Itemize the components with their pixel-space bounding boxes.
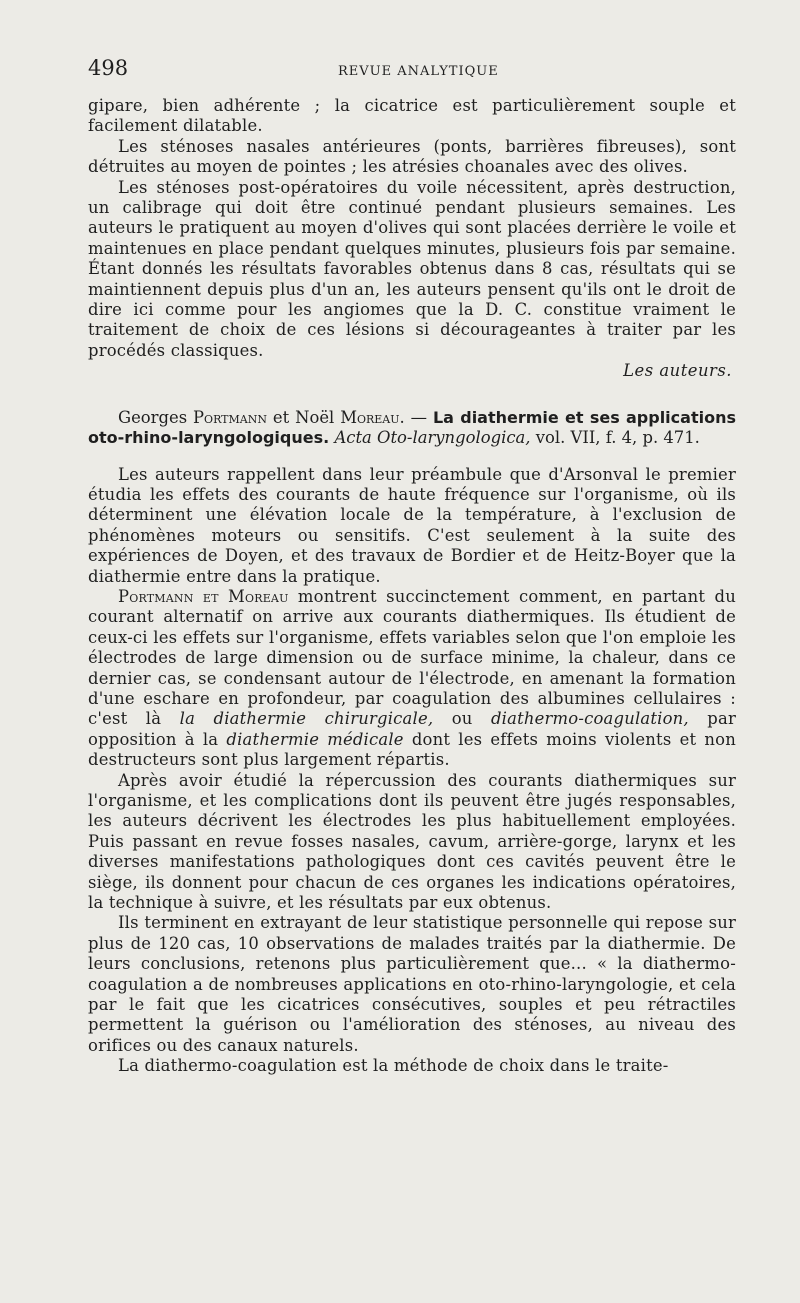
text-segment: ou bbox=[451, 709, 473, 729]
author-1-last: Portmann bbox=[193, 407, 267, 427]
page-number: 498 bbox=[88, 56, 129, 80]
signature: Les auteurs. bbox=[623, 361, 732, 381]
author-joiner: et bbox=[272, 407, 290, 427]
page-header bbox=[88, 56, 736, 86]
term-diathermo-coagulation: diathermo-coagulation, bbox=[490, 709, 689, 729]
term-diathermie-chirurgicale: la diathermie chirurgicale, bbox=[179, 709, 434, 729]
reference-dash: — bbox=[410, 407, 428, 427]
term-diathermie-medicale: diathermie médicale bbox=[226, 729, 404, 749]
journal-name: Acta Oto-laryngologica, bbox=[334, 428, 531, 448]
paragraph-continuation: gipare, bien adhérente ; la cicatrice est particulièrement souple et facilement dilatable. bbox=[88, 96, 736, 136]
running-head: REVUE ANALYTIQUE bbox=[338, 64, 499, 79]
author-1-first: Georges bbox=[118, 407, 188, 427]
paragraph-method: La diathermo-coagulation est la méthode de choix dans le traite- bbox=[118, 1056, 669, 1076]
authors-names: Portmann et Moreau bbox=[118, 586, 289, 606]
paragraph-currents bbox=[88, 587, 736, 771]
reference-details: vol. VII, f. 4, p. 471. bbox=[535, 428, 700, 448]
text-segment: montrent succinctement comment, en partant du courant alternatif on arrive aux courants diathermiques. Ils étudient de ceux-ci les effets sur l'organisme, effets variables selon que l'on emploie les électrodes de large dimension ou de surface minime, la chaleur, dans ce dernier cas, se condensant autour de l'électrode, en amenant la formation d'une eschare en profondeur, par coagulation des albumines cellulaires : c'est là bbox=[88, 586, 736, 729]
paragraph-postop-stenoses: Les sténoses post-opératoires du voile nécessitent, après destruction, un calibrage qui doit être continué pendant plusieurs semaines. Les auteurs le pratiquent au moyen d'olives qui sont placées derrière le voile et maintenues en place pendant quelques minutes, plusieurs fois par semaine. Étant donnés les résultats favorables obtenus dans 8 cas, résultats qui se maintiennent depuis plus d'un an, les auteurs pensent qu'ils ont le droit de dire ici comme pour les angiomes que la D. C. constitue vraiment le traitement de choix de ces lésions si décourageantes à traiter par les procédés classiques. bbox=[88, 177, 736, 360]
article-reference bbox=[88, 408, 736, 449]
paragraph-organs: Après avoir étudié la répercussion des courants diathermiques sur l'organisme, et les complications dont ils peuvent être jugés responsables, les auteurs décrivent les électrodes les plus habituellement employées. Puis passant en revue fosses nasales, cavum, arrière-gorge, larynx et les diverses manifestations pathologiques dont ces cavités peuvent être le siège, ils donnent pour chacun de ces organes les indications opératoires, la technique à suivre, et les résultats par eux obtenus. bbox=[88, 770, 736, 913]
author-2-first: Noël bbox=[295, 407, 335, 427]
paragraph-preamble: Les auteurs rappellent dans leur préambule que d'Arsonval le premier étudia les effets des courants de haute fréquence sur l'organisme, où ils déterminent une élévation locale de la température, à l'exclusion de phénomènes moteurs ou sensitifs. C'est seulement à la suite des expériences de Doyen, et des travaux de Bordier et de Heitz-Boyer que la diathermie entre dans la pratique. bbox=[88, 464, 736, 586]
author-2-last: Moreau. bbox=[340, 407, 405, 427]
paragraph-nasal-stenoses: Les sténoses nasales antérieures (ponts, barrières fibreuses), sont détruites au moyen de pointes ; les atrésies choanales avec des olives. bbox=[88, 136, 736, 177]
paragraph-statistics: Ils terminent en extrayant de leur statistique personnelle qui repose sur plus de 120 cas, 10 observations de malades traités par la diathermie. De leurs conclusions, retenons plus particulièrement que... « la diathermo-coagulation a de nombreuses applications en oto-rhino-laryngologie, et cela par le fait que les cicatrices consécutives, souples et peu rétractiles permettent la guérison ou l'amélioration des sténoses, au niveau des orifices ou des canaux naturels. bbox=[88, 913, 736, 1055]
text-segment: par opposition à la bbox=[88, 709, 736, 749]
text-segment: dont les effets moins violents et non destructeurs sont plus largement répartis. bbox=[88, 729, 736, 770]
article-title: La diathermie et ses applications oto-rhino-laryngologiques. bbox=[88, 407, 736, 448]
